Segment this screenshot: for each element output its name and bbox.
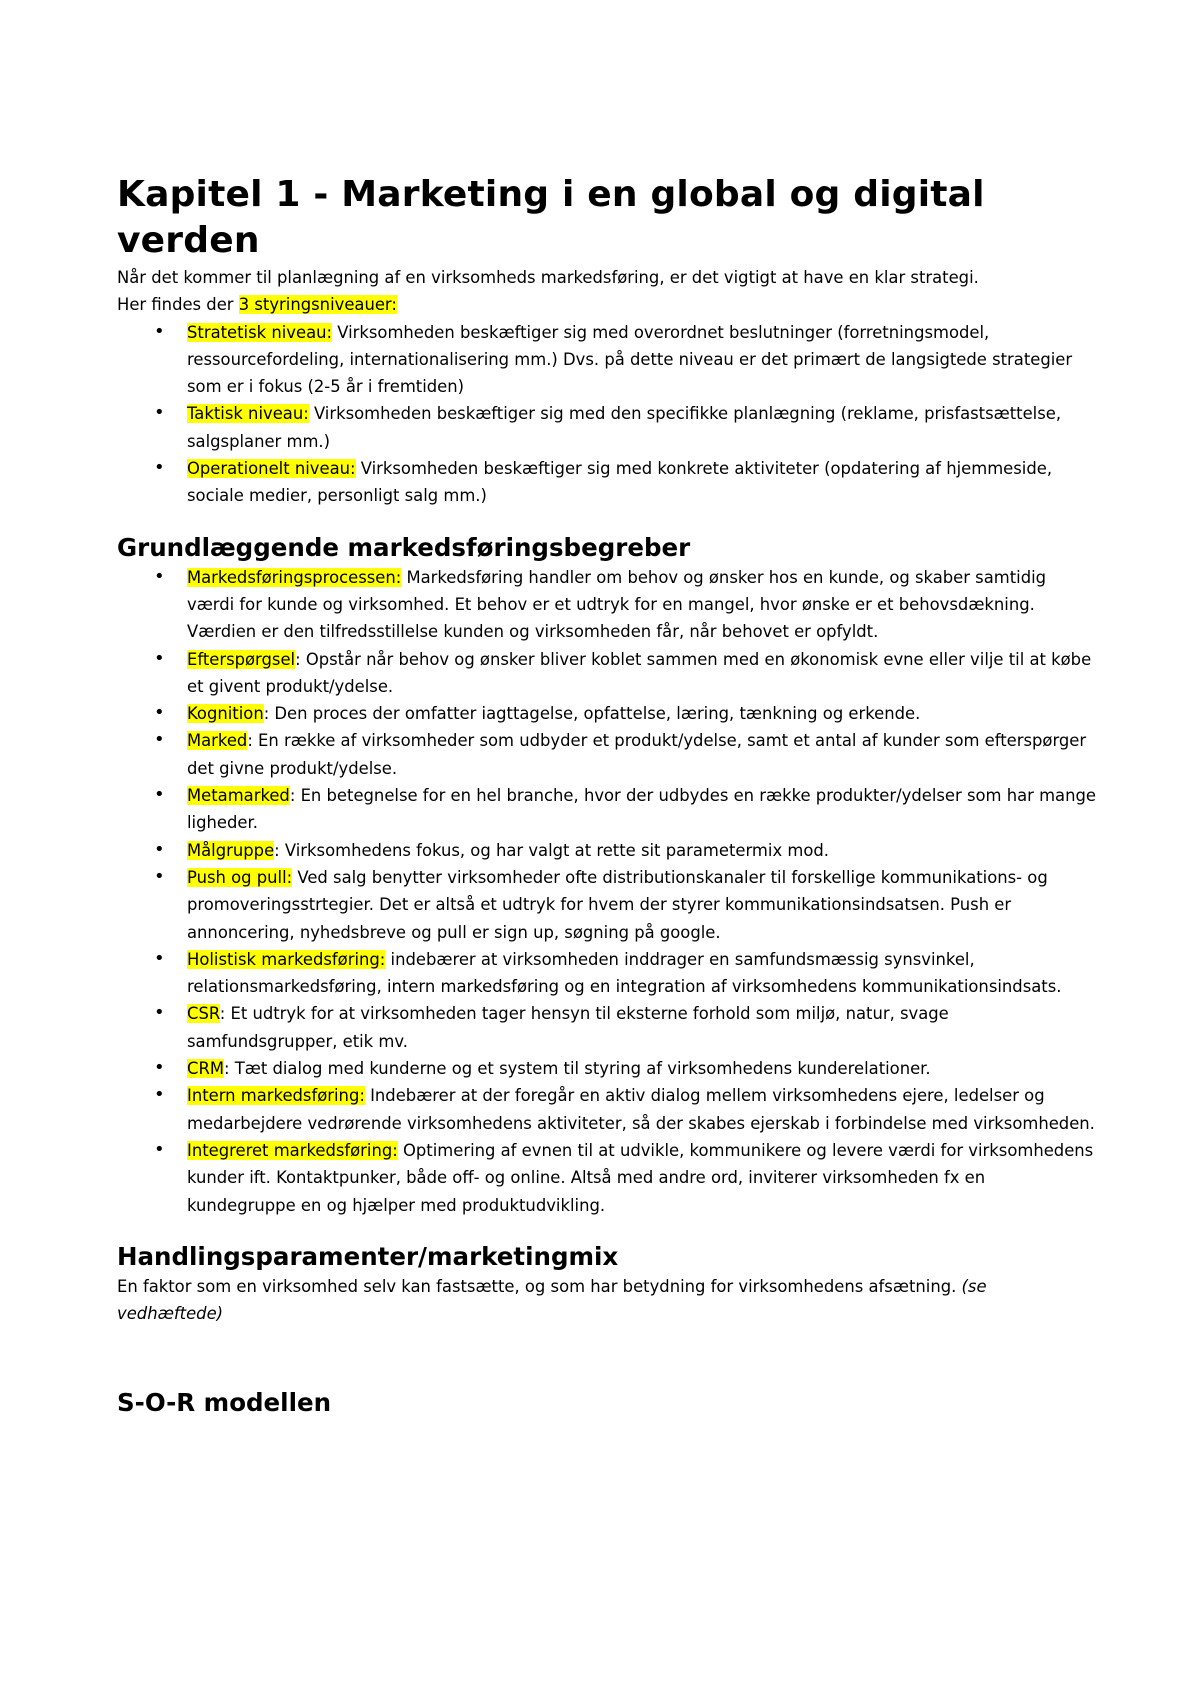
concept-term: Integreret markedsføring: [187, 1140, 398, 1160]
concept-text: indebærer at virksomheden inddrager en samfundsmæssig synsvinkel, relationsmarkedsføring, intern markedsføring og en integration af virksomhedens kommunikationsindsats. [187, 949, 1062, 997]
concept-text: : Tæt dialog med kunderne og et system til styring af virksomhedens kunderelationer. [223, 1059, 931, 1079]
list-item [187, 1137, 1097, 1219]
concept-term: CSR [187, 1004, 220, 1024]
section-heading-concepts: Grundlæggende markedsføringsbegreber [117, 532, 691, 562]
list-item [187, 700, 1097, 727]
concept-text: : Den proces der omfatter iagttagelse, opfattelse, læring, tænkning og erkende. [263, 704, 921, 724]
levels-prefix: Her findes der [117, 295, 239, 315]
section-heading-sor: S-O-R modellen [117, 1388, 332, 1418]
spacer [117, 1327, 1097, 1387]
spacer [117, 510, 1097, 532]
list-item [187, 864, 1097, 946]
list-item [187, 564, 1097, 646]
concept-term: Efterspørgsel [187, 649, 296, 669]
concept-term: Marked [187, 731, 248, 751]
list-item [187, 1000, 1097, 1055]
list-item [187, 455, 1097, 510]
concept-text: : Virksomhedens fokus, og har valgt at rette sit parametermix mod. [274, 840, 829, 860]
levels-intro [117, 291, 1097, 318]
marketingmix-text: En faktor som en virksomhed selv kan fastsætte, og som har betydning for virksomhedens afsætning. [117, 1276, 962, 1296]
concept-text: Indebærer at der foregår en aktiv dialog mellem virksomhedens ejere, ledelser og medarbejdere vedrørende virksomhedens aktiviteter, så der skabes ejerskab i forbindelse med virksomheden. [187, 1086, 1095, 1133]
concept-term: Push og pull: [187, 867, 293, 887]
section-heading-marketingmix: Handlingsparamenter/marketingmix [117, 1241, 619, 1271]
levels-highlight: 3 styringsniveauer: [238, 295, 397, 315]
list-item [187, 646, 1097, 701]
marketingmix-note: (se vedhæftede) [117, 1276, 987, 1324]
concept-term: Metamarked [187, 786, 290, 806]
concept-term: Holistisk markedsføring: [187, 949, 386, 969]
list-item [187, 946, 1097, 1001]
marketingmix-paragraph [117, 1273, 1097, 1328]
level-text: Virksomheden beskæftiger sig med den specifikke planlægning (reklame, prisfastsættelse, salgsplaner mm.) [187, 404, 1062, 451]
concept-text: : En række af virksomheder som udbyder et produkt/ydelse, samt et antal af kunder som efterspørger det givne produkt/ydelse. [187, 731, 1087, 778]
list-item [187, 837, 1097, 864]
list-item [187, 1055, 1097, 1082]
concept-term: Intern markedsføring: [187, 1086, 365, 1106]
concept-text: Optimering af evnen til at udvikle, kommunikere og levere værdi for virksomhedens kunder ift. Kontaktpunker, både off- og online. Altså med andre ord, inviterer virksomheden fx en kundegruppe en og hjælper med produktudvikling. [187, 1140, 1094, 1215]
concept-text: : Opstår når behov og ønsker bliver koblet sammen med en økonomisk evne eller vilje til at købe et givent produkt/ydelse. [187, 649, 1092, 696]
list-item [187, 400, 1097, 455]
levels-list [117, 319, 1097, 510]
document-title: Kapitel 1 - Marketing i en global og digital verden [117, 174, 985, 261]
concept-term: Kognition [187, 704, 264, 724]
concepts-list [117, 564, 1097, 1219]
list-item [187, 782, 1097, 837]
concept-text: : En betegnelse for en hel branche, hvor der udbydes en række produkter/ydelser som har mange ligheder. [187, 786, 1096, 833]
level-text: Virksomheden beskæftiger sig med konkrete aktiviteter (opdatering af hjemmeside, sociale medier, personligt salg mm.) [187, 459, 1053, 506]
list-item [187, 1082, 1097, 1137]
concept-text: Markedsføring handler om behov og ønsker hos en kunde, og skaber samtidig værdi for kunde og virksomhed. Et behov er et udtryk for en mangel, hvor ønske er et behovsdækning. Værdien er den tilfredsstillelse kunden og virksomheden får, når behovet er opfyldt. [187, 567, 1047, 642]
level-text: Virksomheden beskæftiger sig med overordnet beslutninger (forretningsmodel, ressourcefordeling, internationalisering mm.) Dvs. på dette niveau er det primært de langsigtede strategier som er i fokus (2-5 år i fremtiden) [187, 322, 1073, 397]
concept-text: Ved salg benytter virksomheder ofte distributionskanaler til forskellige kommunikations- og promoveringsstrtegier. Det er altså et udtryk for hvem der styrer kommunikationsindsatsen. Push er annoncering, nyhedsbreve og pull er sign up, søgning på google. [187, 867, 1048, 942]
list-item [187, 319, 1097, 401]
concept-term: CRM [187, 1059, 224, 1079]
list-item [187, 727, 1097, 782]
level-term: Stratetisk niveau: [187, 322, 333, 342]
level-term: Operationelt niveau: [187, 459, 356, 479]
spacer [117, 1219, 1097, 1241]
document-page [117, 172, 1097, 1419]
concept-text: : Et udtryk for at virksomheden tager hensyn til eksterne forhold som miljø, natur, svage samfundsgrupper, etik mv. [187, 1004, 949, 1051]
concept-term: Målgruppe [187, 840, 275, 860]
level-term: Taktisk niveau: [187, 404, 309, 424]
intro-paragraph: Når det kommer til planlægning af en virksomheds markedsføring, er det vigtigt at have en klar strategi. [117, 268, 979, 287]
concept-term: Markedsføringsprocessen: [187, 567, 402, 587]
